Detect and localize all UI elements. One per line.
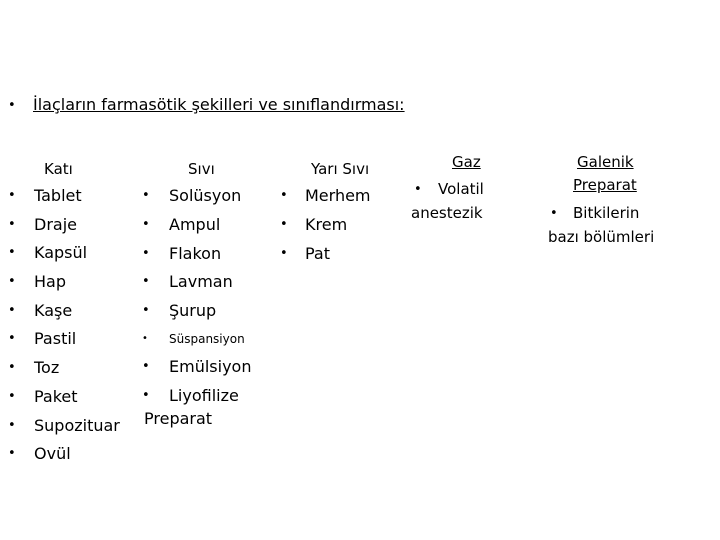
list-item: • Ovül	[8, 444, 71, 464]
list-item: Şurup	[169, 301, 217, 320]
bullet: •	[280, 217, 288, 232]
bullet: •	[280, 246, 288, 261]
list-item: Volatil	[438, 180, 484, 198]
list-item: Süspansiyon	[169, 332, 245, 346]
bullet: •	[414, 182, 422, 197]
list-item: Flakon	[169, 244, 222, 263]
column-title-sivi: Sıvı	[188, 160, 215, 178]
bullet: •	[142, 217, 150, 232]
list-item: • Supozituar	[8, 415, 120, 435]
list-item: • Tablet	[8, 186, 82, 205]
list-item: • Paket	[8, 386, 78, 406]
page-heading: İlaçların farmasötik şekilleri ve sınıflandırması:	[33, 95, 405, 114]
bullet: •	[142, 274, 150, 289]
list-item: Lavman	[169, 272, 233, 291]
bullet: •	[550, 206, 558, 221]
list-item: Solüsyon	[169, 186, 242, 205]
column-title-yari-sivi: Yarı Sıvı	[311, 160, 370, 178]
column-title-galenik-line2: Preparat	[573, 176, 637, 194]
column-kati-list	[8, 182, 120, 469]
list-item: • Draje	[8, 214, 77, 234]
list-item: Emülsiyon	[169, 357, 252, 376]
list-item-continuation: bazı bölümleri	[548, 228, 655, 246]
column-title-galenik: Galenik	[577, 153, 634, 171]
list-item: Pat	[305, 244, 331, 263]
list-item: • Kapsül	[8, 243, 88, 263]
bullet: •	[142, 303, 150, 318]
list-item: Ampul	[169, 215, 221, 234]
list-item: • Toz	[8, 358, 60, 378]
bullet: •	[142, 359, 150, 374]
list-item-continuation: Preparat	[144, 409, 213, 428]
bullet: •	[142, 246, 150, 261]
heading-bullet: •	[8, 98, 16, 113]
column-title-kati: Katı	[44, 160, 73, 178]
list-item: • Kaşe	[8, 300, 73, 320]
bullet: •	[142, 388, 150, 403]
bullet: •	[142, 188, 150, 203]
column-title-gaz: Gaz	[452, 153, 481, 171]
bullet: •	[142, 333, 148, 344]
bullet: •	[280, 188, 288, 203]
list-item: Merhem	[305, 186, 371, 205]
list-item: • Hap	[8, 272, 66, 292]
list-item: Krem	[305, 215, 348, 234]
list-item: • Pastil	[8, 329, 77, 349]
list-item: Bitkilerin	[573, 204, 640, 222]
list-item-continuation: anestezik	[411, 204, 483, 222]
list-item: Liyofilize	[169, 386, 239, 405]
